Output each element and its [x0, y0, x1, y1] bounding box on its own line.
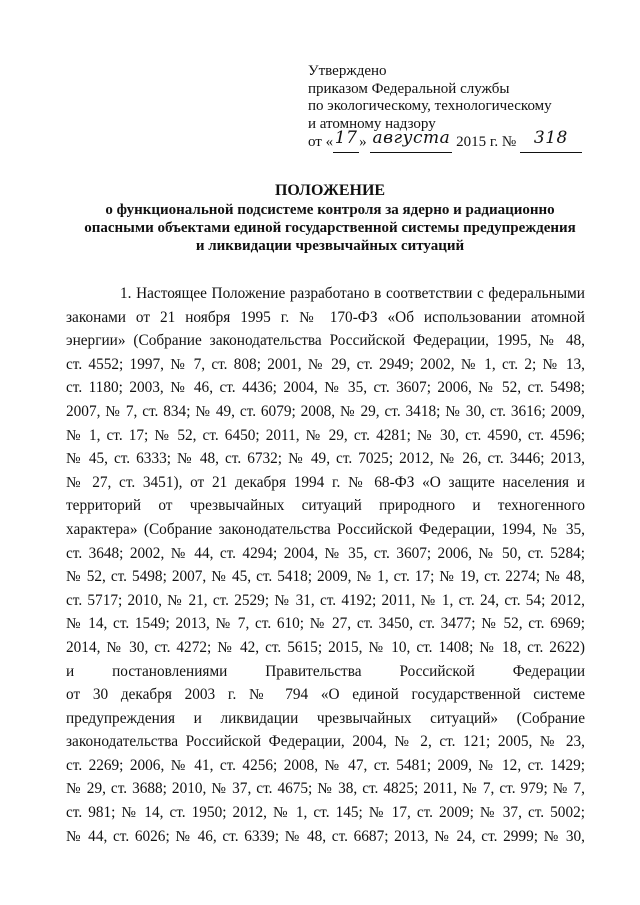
body-line: ст. 3648; 2002, № 44, ст. 4294; 2004, № 35, ст. 3607; 2006, № 50, ст. 5284; [66, 544, 585, 562]
body-line: и постановлениями Правительства Российской Федерации [66, 662, 585, 680]
approval-line: и атомному надзору [308, 115, 436, 132]
date-mid: » [359, 134, 367, 150]
approval-line: приказом Федеральной службы [308, 80, 510, 97]
approval-stamp [308, 63, 608, 153]
body-line: энергии» (Собрание законодательства Российской Федерации, 1995, № 48, [66, 332, 585, 350]
body-line: предупреждения и ликвидации чрезвычайных ситуаций» (Собрание [66, 709, 585, 727]
body-line: ст. 5717; 2010, № 21, ст. 2529; № 31, ст. 4192; 2011, № 1, ст. 24, ст. 54; 2012, [66, 591, 585, 609]
year-number-label: 2015 г. № [456, 134, 517, 150]
title-heading: ПОЛОЖЕНИЕ [274, 182, 386, 199]
body-line: ст. 981; № 14, ст. 1950; 2012, № 1, ст. 145; № 17, ст. 2009; № 37, ст. 5002; [66, 804, 585, 822]
body-line: 1. Настоящее Положение разработано в соответствии с федеральными [120, 285, 585, 302]
body-line: законодательства Российской Федерации, 2004, № 2, ст. 121; 2005, № 23, [66, 733, 585, 751]
handwritten-number: 318 [533, 128, 568, 148]
body-line: ст. 1180; 2003, № 46, ст. 4436; 2004, № 35, ст. 3607; 2006, № 52, ст. 5498; [66, 379, 585, 397]
title-subline: и ликвидации чрезвычайных ситуаций [195, 238, 465, 254]
body-line: законами от 21 ноября 1995 г. № 170-ФЗ «Об использовании атомной [66, 308, 585, 326]
body-line: № 44, ст. 6026; № 46, ст. 6339; № 48, ст. 6687; 2013, № 24, ст. 2999; № 30, [66, 827, 585, 845]
body-line: ст. 2269; 2006, № 41, ст. 4256; 2008, № 47, ст. 5481; 2009, № 12, ст. 1429; [66, 756, 585, 774]
day-field [333, 128, 359, 153]
body-line: территорий от чрезвычайных ситуаций природного и техногенного [66, 497, 585, 515]
date-prefix: от « [308, 134, 334, 150]
body-line: № 14, ст. 1549; 2013, № 7, ст. 610; № 27, ст. 3450, ст. 3477; № 52, ст. 6969; [66, 615, 585, 633]
approval-line: по экологическому, технологическому [308, 98, 552, 114]
body-paragraph [66, 282, 585, 848]
body-line: № 45, ст. 6333; № 48, ст. 6732; № 49, ст. 7025; 2012, № 26, ст. 3446; 2013, [66, 450, 585, 468]
body-line: от 30 декабря 2003 г. № 794 «О единой государственной системе [66, 686, 585, 704]
body-line: ст. 4552; 1997, № 7, ст. 808; 2001, № 29, ст. 2949; 2002, № 1, ст. 2; № 13, [66, 355, 585, 373]
approval-line: Утверждено [308, 63, 387, 79]
title-subline: о функциональной подсистеме контроля за ядерно и радиационно [105, 202, 555, 218]
body-line: № 52, ст. 5498; 2007, № 45, ст. 5418; 2009, № 1, ст. 17; № 19, ст. 2274; № 48, [66, 568, 585, 586]
body-line: характера» (Собрание законодательства Российской Федерации, 1994, № 35, [66, 520, 585, 538]
document-title [70, 182, 590, 255]
approval-date-line [308, 128, 608, 153]
number-field [520, 128, 582, 153]
body-line: 2007, № 7, ст. 834; № 49, ст. 6079; 2008, № 29, ст. 3418; № 30, ст. 3616; 2009, [66, 402, 585, 420]
body-line: № 27, ст. 3451), от 21 декабря 1994 г. № 68-ФЗ «О защите населения и [66, 473, 585, 491]
month-field [370, 128, 452, 153]
title-subline: опасными объектами единой государственной системы предупреждения [84, 220, 576, 236]
handwritten-day: 17 [334, 128, 358, 148]
body-line: № 29, ст. 3688; 2010, № 37, ст. 4675; № 38, ст. 4825; 2011, № 7, ст. 979; № 7, [66, 780, 585, 798]
body-line: № 1, ст. 17; № 52, ст. 6450; 2011, № 29, ст. 4281; № 30, ст. 4590, ст. 4596; [66, 426, 585, 444]
handwritten-month: августа [372, 128, 451, 148]
body-line: 2014, № 30, ст. 4272; № 42, ст. 5615; 2015, № 10, ст. 1408; № 18, ст. 2622) [66, 638, 585, 656]
